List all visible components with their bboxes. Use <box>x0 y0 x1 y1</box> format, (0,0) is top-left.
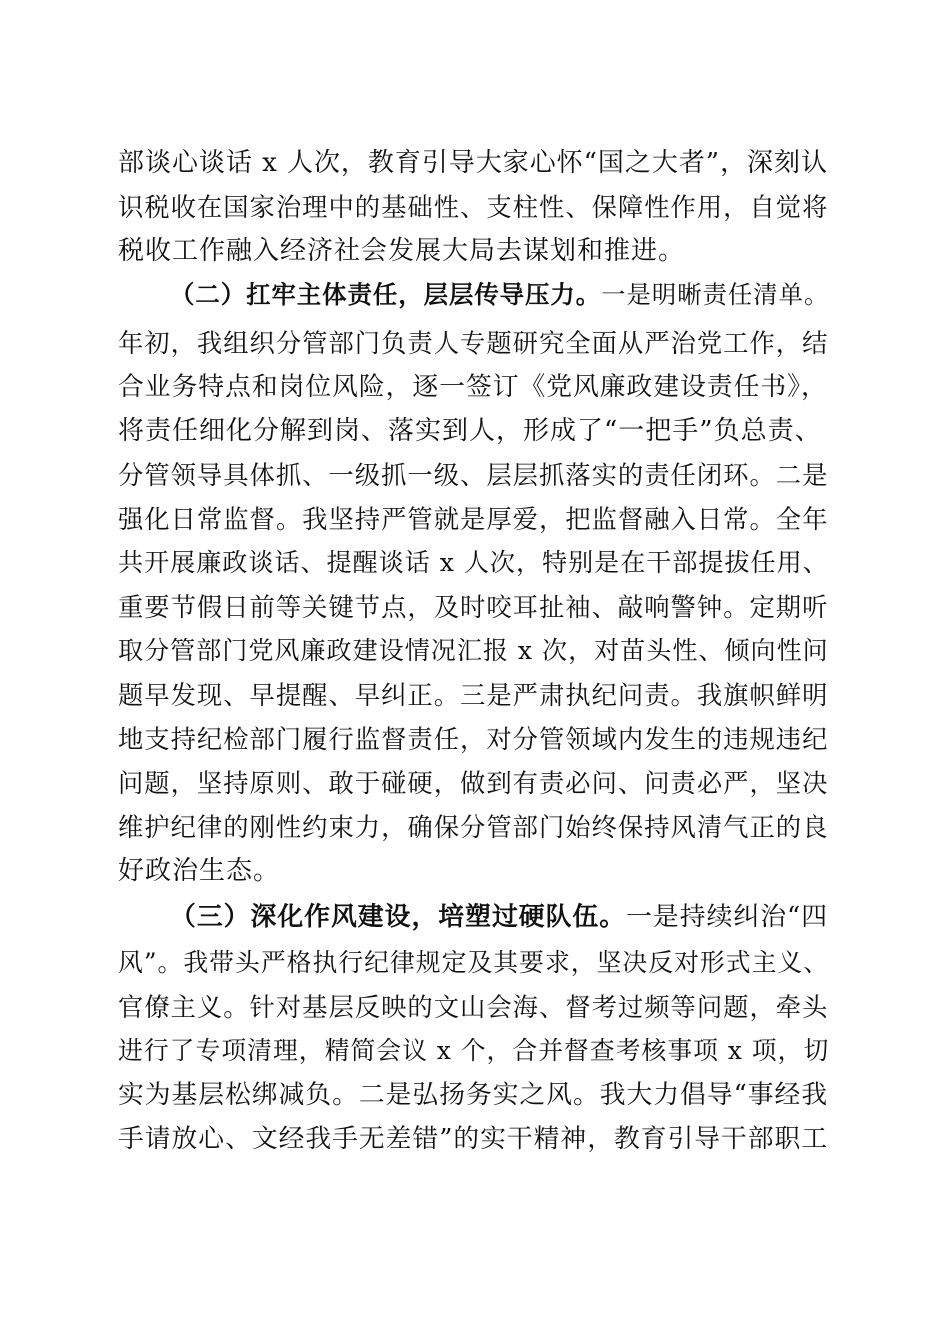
text-run: 一是明晰责任清单。 <box>601 280 830 309</box>
text-run: 题早发现、早提醒、早纠正。三是严肃执纪问责。我旗帜鲜明 <box>118 680 829 710</box>
text-line <box>0 409 950 453</box>
text-line <box>0 673 950 717</box>
text-run: 部谈心谈话 x 人次，教育引导大家心怀“国之大者”，深刻认 <box>118 148 828 178</box>
text-line <box>0 629 950 673</box>
text-line <box>0 497 950 541</box>
text-run: 共开展廉政谈话、提醒谈话 x 人次，特别是在干部提拔任用、 <box>118 548 829 577</box>
text-run: 问题，坚持原则、敢于碰硬，做到有责必问、问责必严，坚决 <box>118 768 829 798</box>
text-line <box>0 849 950 893</box>
text-run: 维护纪律的刚性约束力，确保分管部门始终保持风清气正的良 <box>118 812 829 842</box>
text-line <box>0 717 950 761</box>
text-run: 风”。我带头严格执行纪律规定及其要求，坚决反对形式主义、 <box>118 948 830 977</box>
text-line <box>0 321 950 365</box>
text-line <box>0 1029 950 1073</box>
text-line <box>0 985 950 1029</box>
text-run: 进行了专项清理，精简会议 x 个，合并督查考核事项 x 项，切 <box>118 1036 830 1065</box>
text-run: 年初，我组织分管部门负责人专题研究全面从严治党工作，结 <box>118 328 829 358</box>
text-line <box>0 805 950 849</box>
text-run: 实为基层松绑减负。二是弘扬务实之风。我大力倡导“事经我 <box>118 1080 829 1110</box>
text-run: 合业务特点和岗位风险，逐一签订《党风廉政建设责任书》， <box>118 372 828 402</box>
text-run: 取分管部门党风廉政建设情况汇报 x 次，对苗头性、倾向性问 <box>118 636 829 665</box>
section-heading: （三）深化作风建设，培塑过硬队伍。 <box>170 902 627 932</box>
section-heading-line <box>0 895 950 939</box>
text-run: 地支持纪检部门履行监督责任，对分管领域内发生的违规违纪 <box>118 724 829 754</box>
text-line <box>0 1073 950 1117</box>
text-run: 一是持续纠治“四 <box>626 902 829 932</box>
text-line <box>0 141 950 185</box>
text-run: 重要节假日前等关键节点，及时咬耳扯袖、敲响警钟。定期听 <box>118 592 829 622</box>
section-heading: （二）扛牢主体责任，层层传导压力。 <box>170 280 602 309</box>
text-run: 官僚主义。针对基层反映的文山会海、督考过频等问题，牵头 <box>118 992 829 1022</box>
text-run: 好政治生态。 <box>118 856 281 886</box>
text-line <box>0 453 950 497</box>
text-line <box>0 229 950 273</box>
text-line <box>0 941 950 985</box>
text-run: 分管领导具体抓、一级抓一级、层层抓落实的责任闭环。二是 <box>118 460 829 490</box>
text-line <box>0 365 950 409</box>
text-line <box>0 761 950 805</box>
text-run: 识税收在国家治理中的基础性、支柱性、保障性作用，自觉将 <box>118 192 829 222</box>
text-line <box>0 1117 950 1161</box>
section-heading-line <box>0 273 950 317</box>
text-run: 税收工作融入经济社会发展大局去谋划和推进。 <box>118 236 686 266</box>
text-line <box>0 585 950 629</box>
text-line <box>0 185 950 229</box>
text-run: 强化日常监督。我坚持严管就是厚爱，把监督融入日常。全年 <box>118 504 829 534</box>
text-run: 将责任细化分解到岗、落实到人，形成了“一把手”负总责、 <box>118 416 822 446</box>
text-line <box>0 541 950 585</box>
text-run: 手请放心、文经我手无差错”的实干精神，教育引导干部职工 <box>118 1124 829 1154</box>
